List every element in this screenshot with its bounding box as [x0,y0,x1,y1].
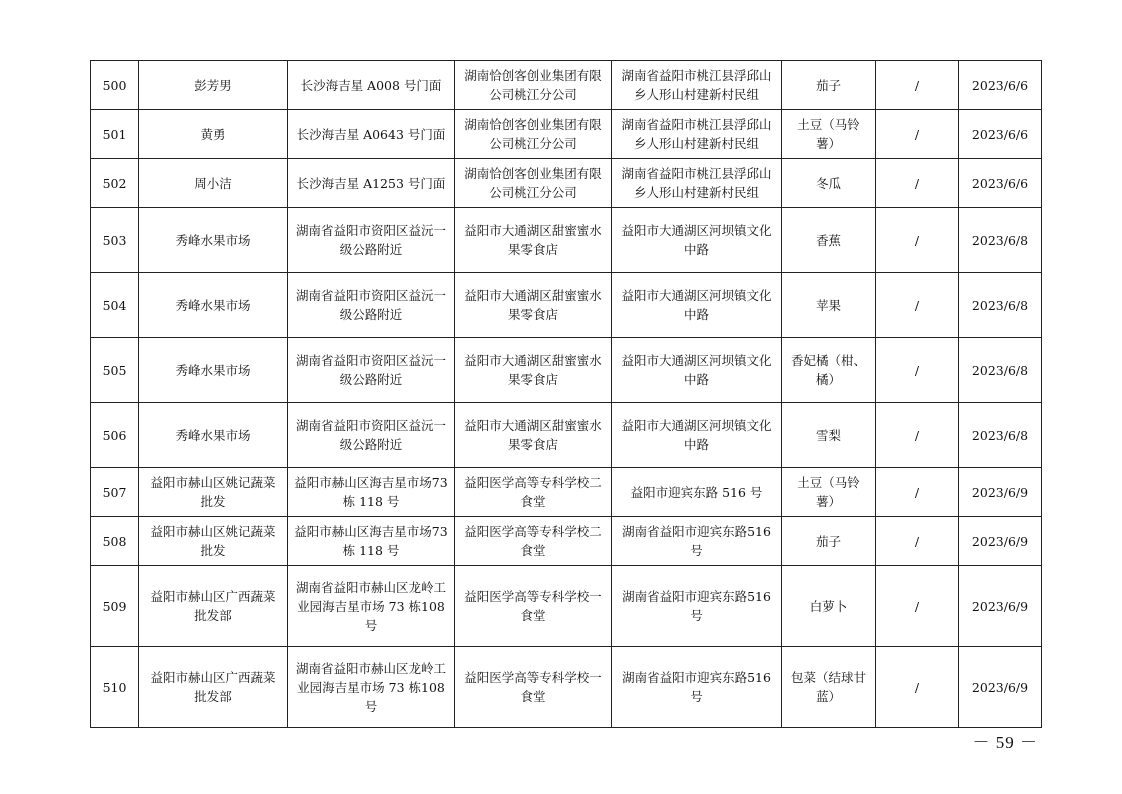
date: 2023/6/9 [959,566,1042,647]
sample-name: 香蕉 [782,208,876,273]
sample-name: 苹果 [782,273,876,338]
date: 2023/6/9 [959,517,1042,566]
table-row [91,403,1042,468]
table-row [91,566,1042,647]
seller-name: 湖南恰创客创业集团有限公司桃江分公司 [455,61,612,110]
row-number: 505 [91,338,139,403]
seller-address: 益阳市大通湖区河坝镇文化中路 [612,273,782,338]
records-table-body [91,61,1042,728]
producer-address: 长沙海吉星 A008 号门面 [288,61,455,110]
seller-name: 益阳市大通湖区甜蜜蜜水果零食店 [455,403,612,468]
row-number: 502 [91,159,139,208]
seller-address: 益阳市大通湖区河坝镇文化中路 [612,208,782,273]
sample-name: 雪梨 [782,403,876,468]
seller-name: 益阳市大通湖区甜蜜蜜水果零食店 [455,273,612,338]
producer-address: 湖南省益阳市资阳区益沅一级公路附近 [288,273,455,338]
date: 2023/6/9 [959,647,1042,728]
specification: / [876,517,959,566]
producer-address: 湖南省益阳市资阳区益沅一级公路附近 [288,208,455,273]
date: 2023/6/8 [959,338,1042,403]
seller-name: 湖南恰创客创业集团有限公司桃江分公司 [455,159,612,208]
table-row [91,517,1042,566]
date: 2023/6/8 [959,403,1042,468]
row-number: 501 [91,110,139,159]
sample-name: 茄子 [782,61,876,110]
seller-address: 湖南省益阳市桃江县浮邱山乡人形山村建新村民组 [612,110,782,159]
row-number: 509 [91,566,139,647]
seller-name: 益阳医学高等专科学校一食堂 [455,566,612,647]
producer-address: 湖南省益阳市赫山区龙岭工业园海吉星市场 73 栋108 号 [288,566,455,647]
specification: / [876,110,959,159]
producer-address: 益阳市赫山区海吉星市场73 栋 118 号 [288,517,455,566]
producer-name: 黄勇 [139,110,288,159]
row-number: 507 [91,468,139,517]
seller-address: 益阳市大通湖区河坝镇文化中路 [612,338,782,403]
producer-address: 湖南省益阳市赫山区龙岭工业园海吉星市场 73 栋108 号 [288,647,455,728]
seller-name: 益阳医学高等专科学校二食堂 [455,468,612,517]
specification: / [876,338,959,403]
date: 2023/6/8 [959,273,1042,338]
sample-name: 茄子 [782,517,876,566]
date: 2023/6/9 [959,468,1042,517]
sample-name: 冬瓜 [782,159,876,208]
producer-name: 秀峰水果市场 [139,338,288,403]
producer-name: 秀峰水果市场 [139,208,288,273]
specification: / [876,208,959,273]
seller-address: 湖南省益阳市桃江县浮邱山乡人形山村建新村民组 [612,159,782,208]
producer-name: 益阳市赫山区广西蔬菜批发部 [139,647,288,728]
table-row [91,338,1042,403]
specification: / [876,159,959,208]
specification: / [876,273,959,338]
producer-address: 湖南省益阳市资阳区益沅一级公路附近 [288,338,455,403]
row-number: 500 [91,61,139,110]
table-row [91,273,1042,338]
producer-name: 益阳市赫山区姚记蔬菜批发 [139,517,288,566]
producer-name: 益阳市赫山区姚记蔬菜批发 [139,468,288,517]
producer-address: 湖南省益阳市资阳区益沅一级公路附近 [288,403,455,468]
table-row [91,110,1042,159]
date: 2023/6/8 [959,208,1042,273]
date: 2023/6/6 [959,110,1042,159]
row-number: 508 [91,517,139,566]
producer-name: 益阳市赫山区广西蔬菜批发部 [139,566,288,647]
row-number: 510 [91,647,139,728]
table-row [91,647,1042,728]
date: 2023/6/6 [959,61,1042,110]
producer-name: 秀峰水果市场 [139,403,288,468]
seller-address: 湖南省益阳市迎宾东路516 号 [612,647,782,728]
specification: / [876,61,959,110]
table-row [91,61,1042,110]
seller-address: 益阳市大通湖区河坝镇文化中路 [612,403,782,468]
sample-name: 包菜（结球甘蓝） [782,647,876,728]
seller-name: 益阳市大通湖区甜蜜蜜水果零食店 [455,338,612,403]
row-number: 504 [91,273,139,338]
table-row [91,159,1042,208]
seller-address: 湖南省益阳市迎宾东路516 号 [612,517,782,566]
specification: / [876,647,959,728]
specification: / [876,566,959,647]
date: 2023/6/6 [959,159,1042,208]
seller-name: 益阳医学高等专科学校一食堂 [455,647,612,728]
producer-address: 长沙海吉星 A1253 号门面 [288,159,455,208]
records-table [90,60,1042,728]
producer-address: 长沙海吉星 A0643 号门面 [288,110,455,159]
producer-name: 彭芳男 [139,61,288,110]
row-number: 503 [91,208,139,273]
producer-address: 益阳市赫山区海吉星市场73 栋 118 号 [288,468,455,517]
page-number: － 59 － [972,733,1038,752]
specification: / [876,403,959,468]
sample-name: 土豆（马铃薯） [782,468,876,517]
table-row [91,468,1042,517]
sample-name: 白萝卜 [782,566,876,647]
producer-name: 周小洁 [139,159,288,208]
table-row [91,208,1042,273]
seller-address: 湖南省益阳市桃江县浮邱山乡人形山村建新村民组 [612,61,782,110]
specification: / [876,468,959,517]
seller-name: 益阳医学高等专科学校二食堂 [455,517,612,566]
row-number: 506 [91,403,139,468]
sample-name: 土豆（马铃薯） [782,110,876,159]
seller-address: 益阳市迎宾东路 516 号 [612,468,782,517]
seller-name: 湖南恰创客创业集团有限公司桃江分公司 [455,110,612,159]
seller-name: 益阳市大通湖区甜蜜蜜水果零食店 [455,208,612,273]
seller-address: 湖南省益阳市迎宾东路516 号 [612,566,782,647]
sample-name: 香妃橘（柑、橘） [782,338,876,403]
producer-name: 秀峰水果市场 [139,273,288,338]
